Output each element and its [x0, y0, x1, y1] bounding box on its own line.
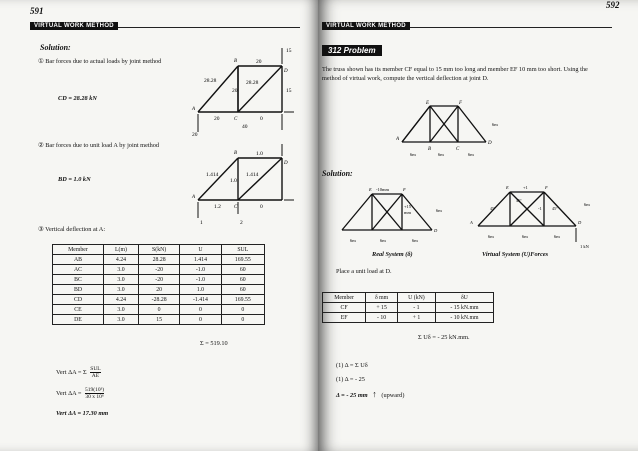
virtual-span-2: 6m	[522, 234, 528, 239]
fig2-node-d: D	[284, 161, 288, 166]
ptruss-node-d: D	[488, 141, 492, 146]
table-cell: 169.55	[221, 255, 264, 265]
equation-2-den: 30 x 10⁶	[85, 394, 104, 400]
ptruss-node-b: B	[428, 147, 432, 152]
real-height: 6m	[436, 208, 442, 213]
real-node-e: E	[369, 187, 372, 192]
solution-title: Solution:	[40, 43, 71, 52]
running-header: VIRTUAL WORK METHOD	[30, 22, 118, 30]
virtual-angle-2: 45°	[516, 198, 522, 203]
col-header: Member	[53, 245, 104, 255]
table-header-row	[53, 245, 265, 255]
ptruss-height: 6m	[492, 122, 498, 127]
fig1-label-g: 0	[260, 116, 263, 122]
right-equation-3-value: Δ = - 25 mm	[336, 392, 368, 399]
problem-truss-figure	[396, 98, 506, 158]
table-row	[323, 313, 494, 323]
solution-title-right: Solution:	[322, 169, 353, 178]
col-header: δU	[435, 293, 493, 303]
virtual-node-d: D	[578, 220, 582, 225]
table-cell: -1.0	[180, 275, 221, 285]
fig1-label-f: 20	[214, 116, 220, 122]
real-system-figure	[336, 182, 448, 252]
table-total: Σ = 519.10	[200, 340, 228, 347]
fig1-label-h: 40	[242, 124, 248, 130]
col-header: U (kN)	[398, 293, 436, 303]
virtual-angle-3: 45°	[552, 206, 558, 211]
fig1-label-b: 28.28	[204, 78, 217, 84]
fig2-label-e: 1.2	[214, 204, 221, 210]
table-row	[53, 305, 265, 315]
ptruss-node-c: C	[456, 147, 460, 152]
fig1-node-a: A	[192, 107, 196, 112]
equation-1-fraction	[90, 366, 100, 379]
place-unit-load-text: Place a unit load at D.	[336, 268, 392, 275]
table-cell: 60	[221, 265, 264, 275]
table-cell: 4.24	[103, 295, 138, 305]
equation-1-num: SUL	[90, 366, 101, 372]
equation-2	[56, 387, 104, 400]
real-span-2: 6m	[380, 238, 386, 243]
real-cf-change: +15	[404, 204, 412, 209]
col-header: L(m)	[103, 245, 138, 255]
table-cell: -28.28	[138, 295, 179, 305]
table-cell: - 10 kN.mm	[435, 313, 493, 323]
table-cell: 60	[221, 285, 264, 295]
fig2-node-c: C	[234, 205, 238, 210]
table-cell: CF	[323, 303, 366, 313]
table-cell: 3.0	[103, 305, 138, 315]
table-cell: BC	[53, 275, 104, 285]
truss-figure-actual-loads	[190, 44, 298, 138]
col-header: SUL	[221, 245, 264, 255]
col-header: U	[180, 245, 221, 255]
equation-1-den: AE	[91, 373, 100, 379]
table-cell: CD	[53, 295, 104, 305]
table-cell: CE	[53, 305, 104, 315]
virtual-system-figure	[468, 180, 600, 256]
fig2-node-a: A	[192, 195, 196, 200]
table-cell: -20	[138, 265, 179, 275]
truss-figure-unit-load	[190, 142, 298, 226]
truss-members-2	[198, 158, 282, 200]
virtual-unit-load: 1 kN	[580, 244, 589, 249]
virtual-work-table	[322, 292, 494, 323]
fig1-label-i: 20	[192, 132, 198, 138]
table-cell: 3.0	[103, 265, 138, 275]
fig2-label-g: 1	[200, 220, 203, 226]
virtual-span-3: 6m	[554, 234, 560, 239]
table-row	[53, 315, 265, 325]
table-cell: 3.0	[103, 315, 138, 325]
table-cell: -1.0	[180, 265, 221, 275]
right-equation-3	[336, 390, 404, 400]
fig2-label-b: 1.414	[206, 172, 219, 178]
real-span-3: 6m	[412, 238, 418, 243]
virtual-node-f: F	[545, 185, 548, 190]
reaction-arrows-2	[198, 144, 294, 218]
table-cell: 3.0	[103, 285, 138, 295]
table-cell: - 15 kN.mm	[435, 303, 493, 313]
table-row	[53, 255, 265, 265]
ptruss-node-a: A	[396, 137, 400, 142]
table-cell: 1.0	[180, 285, 221, 295]
table-cell: 169.55	[221, 295, 264, 305]
fig1-label-c: 28.28	[246, 80, 259, 86]
problem-text: The truss shown has its member CF equal to 15 mm too long and member EF 10 mm too short. Using the method of virtual work, compute the vertical deflection at joint D.	[322, 66, 588, 82]
table-cell: 0	[138, 305, 179, 315]
col-header: S(kN)	[138, 245, 179, 255]
ptruss-span-3: 6m	[468, 152, 474, 157]
real-cf-unit: mm	[404, 210, 412, 215]
table-cell: DE	[53, 315, 104, 325]
table-row	[53, 285, 265, 295]
table-cell: 0	[221, 305, 264, 315]
up-arrow-icon: ↑	[372, 389, 377, 399]
fig2-label-c: 1.0	[230, 178, 237, 184]
virtual-span-1: 6m	[488, 234, 494, 239]
table-cell: 0	[221, 315, 264, 325]
table-cell: 15	[138, 315, 179, 325]
col-header: Member	[323, 293, 366, 303]
table-row	[53, 265, 265, 275]
running-header: VIRTUAL WORK METHOD	[322, 22, 410, 30]
fig1-label-e: 15	[286, 48, 292, 54]
table-cell: - 10	[366, 313, 398, 323]
table-cell: 3.0	[103, 275, 138, 285]
table-cell: + 15	[366, 303, 398, 313]
virtual-angle-1: 45°	[490, 206, 496, 211]
right-equation-3-note: (upward)	[381, 392, 405, 399]
table-cell: 20	[138, 285, 179, 295]
virtual-height: 6m	[584, 202, 590, 207]
table-cell: 0	[180, 305, 221, 315]
table-header-row	[323, 293, 494, 303]
real-node-d: D	[434, 228, 438, 233]
fig2-label-a: 1.0	[256, 151, 263, 157]
step-3-text: ③ Vertical deflection at A:	[38, 226, 106, 233]
real-node-f: F	[403, 187, 406, 192]
table-cell: AB	[53, 255, 104, 265]
equation-2-lhs: Vert ΔA =	[56, 389, 82, 397]
fig1-label-d: 20	[232, 88, 238, 94]
virtual-work-total: Σ Uδ = - 25 kN.mm.	[418, 334, 470, 341]
fig2-label-h: 2	[240, 220, 243, 226]
table-cell: 1.414	[180, 255, 221, 265]
fig2-label-f: 0	[260, 204, 263, 210]
virtual-cf-force: -1	[538, 206, 542, 211]
fig1-node-b: B	[234, 59, 238, 64]
right-equation-2: (1) Δ = - 25	[336, 376, 365, 383]
ptruss-node-f: F	[459, 101, 463, 106]
virtual-node-e: E	[506, 185, 509, 190]
virtual-ef-force: +1	[523, 185, 528, 190]
right-equation-1: (1) Δ = Σ Uδ	[336, 362, 368, 369]
truss-members	[198, 66, 282, 112]
virtual-node-a: A	[470, 220, 473, 225]
equation-3-result: Vert ΔA = 17.30 mm	[56, 410, 109, 417]
table-row	[53, 295, 265, 305]
col-header: δ mm	[366, 293, 398, 303]
fig2-label-d: 1.414	[246, 172, 259, 178]
table-cell: -20	[138, 275, 179, 285]
equation-2-num: 519(10³)	[85, 387, 105, 393]
problem-label: 312 Problem	[322, 45, 382, 56]
step-2-text: ② Bar forces due to unit load A by joint method	[38, 142, 160, 149]
table-cell: -1.414	[180, 295, 221, 305]
fig1-label-j: 15	[286, 88, 292, 94]
table-cell: EF	[323, 313, 366, 323]
table-row	[53, 275, 265, 285]
table-cell: - 1	[398, 303, 436, 313]
ptruss-span-2: 6m	[438, 152, 444, 157]
real-ef-change: -10mm	[376, 187, 389, 192]
right-page	[318, 0, 638, 451]
table-cell: 28.28	[138, 255, 179, 265]
problem-truss-members	[402, 106, 486, 142]
equation-1-lhs: Vert ΔA = Σ	[56, 368, 87, 376]
real-system-caption: Real System (δ)	[372, 251, 413, 258]
left-page	[0, 0, 318, 451]
deflection-table	[52, 244, 265, 325]
equation-2-fraction	[85, 387, 104, 400]
real-span-1: 6m	[350, 238, 356, 243]
load-arrows	[198, 48, 294, 132]
table-cell: + 1	[398, 313, 436, 323]
table-cell: 60	[221, 275, 264, 285]
table-cell: BD	[53, 285, 104, 295]
equation-1	[56, 366, 101, 379]
table-cell: AC	[53, 265, 104, 275]
page-number: 591	[30, 6, 44, 16]
table-cell: 4.24	[103, 255, 138, 265]
ptruss-span-1: 6m	[410, 152, 416, 157]
page-number: 592	[606, 0, 620, 10]
real-truss-members	[342, 194, 432, 230]
virtual-system-caption: Virtual System (U)Forces	[482, 251, 549, 258]
table-row	[323, 303, 494, 313]
step-2-result: BD = 1.0 kN	[58, 176, 91, 183]
step-1-text: ① Bar forces due to actual loads by joint method	[38, 58, 162, 65]
ptruss-node-e: E	[426, 101, 430, 106]
table-cell: 0	[180, 315, 221, 325]
step-1-result: CD = 28.28 kN	[58, 95, 97, 102]
fig2-node-b: B	[234, 151, 238, 156]
fig1-node-d: D	[284, 69, 288, 74]
fig1-label-a: 20	[256, 59, 262, 65]
fig1-node-c: C	[234, 117, 238, 122]
